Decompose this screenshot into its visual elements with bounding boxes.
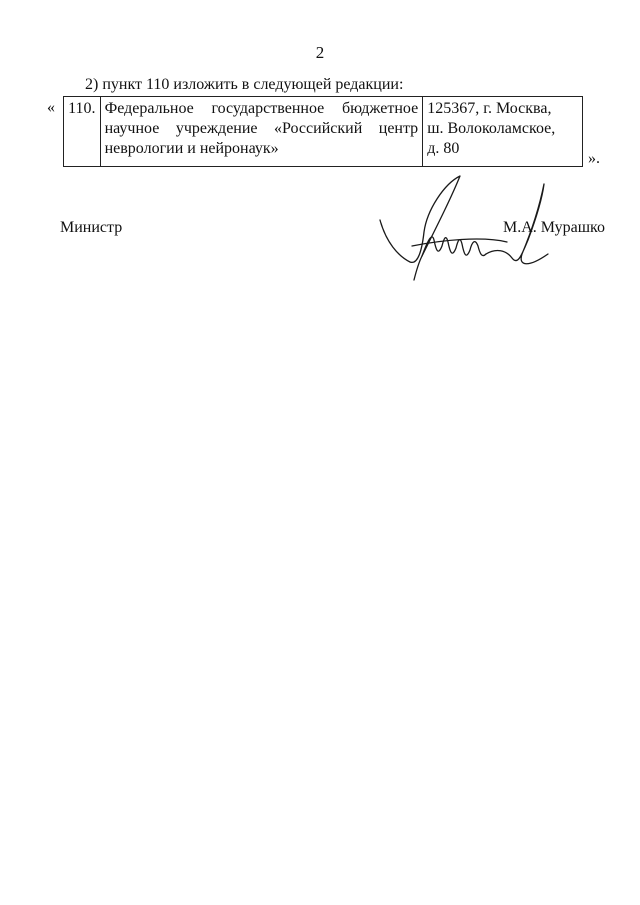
opening-quote: « <box>47 99 55 116</box>
amendment-table <box>63 96 583 167</box>
page-number: 2 <box>315 43 325 62</box>
institution-address <box>423 97 583 167</box>
signatory-title: Министр <box>60 219 123 236</box>
table-row <box>64 97 583 167</box>
signatory-name: М.А. Мурашко <box>503 219 605 236</box>
item-number: 110. <box>64 97 101 167</box>
institution-name: Федеральное государственное бюджетное научное учреждение «Российский центр неврологии и нейронаук» <box>100 97 423 167</box>
amendment-intro: 2) пункт 110 изложить в следующей редакции: <box>85 76 404 93</box>
address-line: 125367, г. Москва, <box>427 100 552 117</box>
address-line: ш. Волоколамское, <box>427 120 556 137</box>
closing-quote: ». <box>588 150 600 167</box>
address-line: д. 80 <box>427 140 460 157</box>
